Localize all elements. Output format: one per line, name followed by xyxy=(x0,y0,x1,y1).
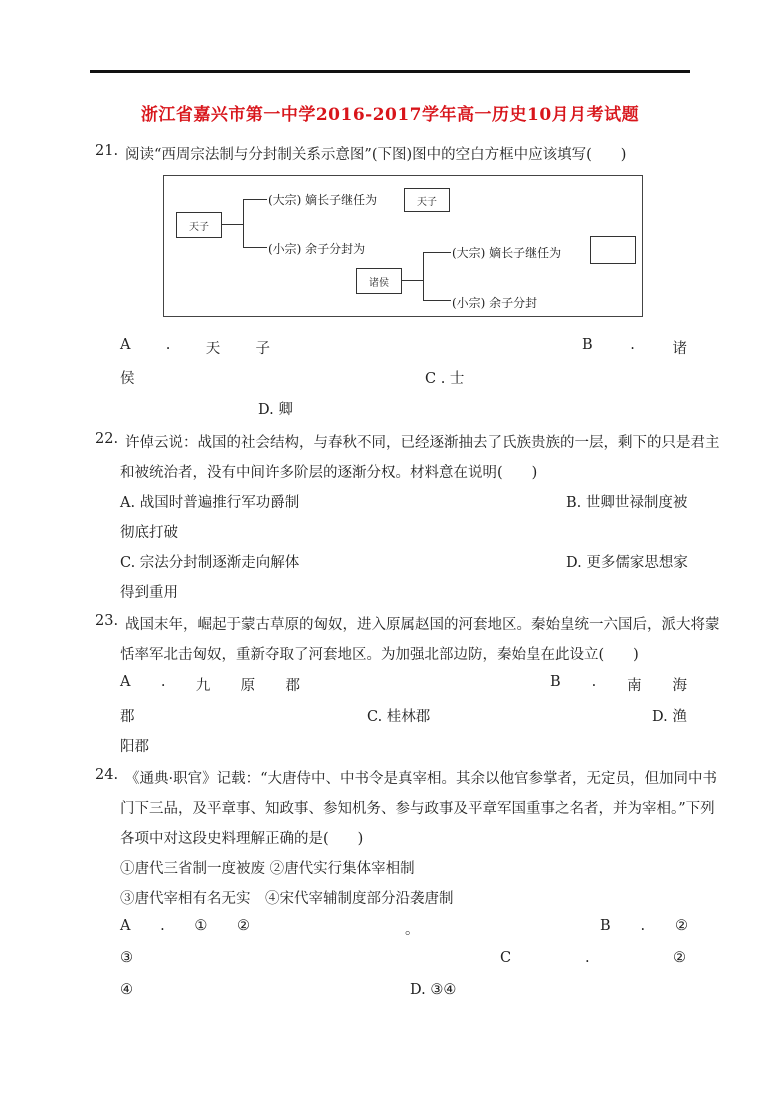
q24-option-b xyxy=(600,918,688,934)
label-da-zong-2: (大宗) 嫡长子继任为 xyxy=(452,246,562,260)
opt-text: 南 xyxy=(627,678,642,694)
q22-option-a: A. 战国时普遍推行军功爵制 xyxy=(120,495,300,511)
connector xyxy=(243,199,267,200)
opt-text: A xyxy=(120,918,131,934)
opt-text: ① xyxy=(194,918,208,934)
opt-text: ② xyxy=(674,918,688,934)
q24-line3: 各项中对这段史料理解正确的是( ) xyxy=(120,831,364,847)
q23-option-b xyxy=(550,674,687,695)
opt-text: A xyxy=(120,337,131,353)
q23-line1: 战国末年，崛起于蒙古草原的匈奴，进入原属赵国的河套地区。秦始皇统一六国后，派大将蒙 xyxy=(125,617,720,633)
connector xyxy=(221,224,243,225)
opt-text: A xyxy=(120,674,131,690)
opt-text: 郡 xyxy=(285,678,300,694)
opt-text: . xyxy=(165,337,171,353)
opt-text: ② xyxy=(236,918,250,934)
connector xyxy=(423,252,451,253)
q24-option-c-letter: C xyxy=(500,950,512,966)
q24-option-a-dot: 。 xyxy=(405,922,420,938)
opt-text: 天 xyxy=(205,341,221,357)
q24-option-a xyxy=(120,918,250,934)
q24-line2: 门下三品，及平章事、知政事、参知机务、参与政事及平章军国重事之名者，并为宰相。”下列 xyxy=(120,801,715,817)
q22-line1: 许倬云说：战国的社会结构，与春秋不同，已经逐渐抽去了氏族贵族的一层，剩下的只是君主 xyxy=(125,435,720,451)
q23-line2: 恬率军北击匈奴，重新夺取了河套地区。为加强北部边防，秦始皇在此设立( ) xyxy=(120,647,639,663)
q24-option-d: D. ③④ xyxy=(410,982,457,998)
q21-stem: 阅读“西周宗法制与分封制关系示意图”(下图)图中的空白方框中应该填写( ) xyxy=(125,147,627,163)
q22-option-d-cont: 得到重用 xyxy=(120,585,178,601)
diagram-box-zhuhou: 诸侯 xyxy=(356,268,402,294)
q24-option-b-cont: ③ xyxy=(120,950,133,966)
connector xyxy=(243,199,244,247)
header-rule xyxy=(90,70,690,73)
q24-option-c-dot: . xyxy=(585,950,590,966)
opt-text: 子 xyxy=(255,341,270,357)
diagram-box-tianzi: 天子 xyxy=(404,188,450,212)
q22-option-d: D. 更多儒家思想家 xyxy=(566,555,688,571)
q22-option-c: C. 宗法分封制逐渐走向解体 xyxy=(120,555,300,571)
label-da-zong-1: (大宗) 嫡长子继任为 xyxy=(268,193,378,207)
opt-text: . xyxy=(160,674,166,690)
opt-text: 海 xyxy=(672,678,687,694)
connector xyxy=(243,247,267,248)
q23-option-c: C. 桂林郡 xyxy=(367,709,431,725)
opt-text: B xyxy=(582,337,593,353)
connector xyxy=(423,300,451,301)
page-title: 浙江省嘉兴市第一中学2016-2017学年高一历史10月月考试题 xyxy=(140,105,640,125)
q21-option-a xyxy=(120,337,270,358)
q24-line1: 《通典·职官》记载：“大唐侍中、中书令是真宰相。其余以他官参掌者，无定员，但加同中书 xyxy=(125,771,718,787)
opt-text: . xyxy=(591,674,597,690)
q24-option-c-cont: ④ xyxy=(120,982,133,998)
q24-statement-3-4: ③唐代宰相有名无实 ④宋代宰辅制度部分沿袭唐制 xyxy=(120,891,454,907)
q21-diagram xyxy=(163,175,643,317)
q24-statement-1-2: ①唐代三省制一度被废 ②唐代实行集体宰相制 xyxy=(120,861,415,877)
opt-text: 九 xyxy=(195,678,211,694)
q21-option-b-cont: 侯 xyxy=(120,371,135,387)
q21-option-c: C . 士 xyxy=(425,371,465,387)
opt-text: B xyxy=(550,674,561,690)
q22-number: 22. xyxy=(95,431,119,447)
q22-option-b: B. 世卿世禄制度被 xyxy=(566,495,688,511)
q23-option-d: D. 渔 xyxy=(652,709,687,725)
diagram-blank-box xyxy=(590,236,636,264)
connector xyxy=(423,252,424,300)
opt-text: 原 xyxy=(240,678,256,694)
opt-text: . xyxy=(640,918,646,934)
connector xyxy=(401,280,423,281)
q22-line2: 和被统治者，没有中间许多阶层的逐渐分权。材料意在说明( ) xyxy=(120,465,538,481)
q21-option-b xyxy=(582,337,687,358)
opt-text: 诸 xyxy=(672,341,687,357)
diagram-box-root: 天子 xyxy=(176,212,222,238)
opt-text: B xyxy=(600,918,611,934)
q24-option-c-value: ② xyxy=(673,950,686,966)
q23-option-d-cont: 阳郡 xyxy=(120,739,149,755)
label-xiao-zong-2: (小宗) 余子分封 xyxy=(452,296,538,310)
q23-option-a xyxy=(120,674,300,695)
q21-option-d: D. 卿 xyxy=(258,402,293,418)
q24-number: 24. xyxy=(95,767,119,783)
label-xiao-zong-1: (小宗) 余子分封为 xyxy=(268,242,366,256)
opt-text: . xyxy=(160,918,165,934)
opt-text: . xyxy=(630,337,635,353)
q22-option-b-cont: 彻底打破 xyxy=(120,525,178,541)
q21-number: 21. xyxy=(95,143,119,159)
q23-number: 23. xyxy=(95,613,119,629)
q23-option-b-cont: 郡 xyxy=(120,709,135,725)
